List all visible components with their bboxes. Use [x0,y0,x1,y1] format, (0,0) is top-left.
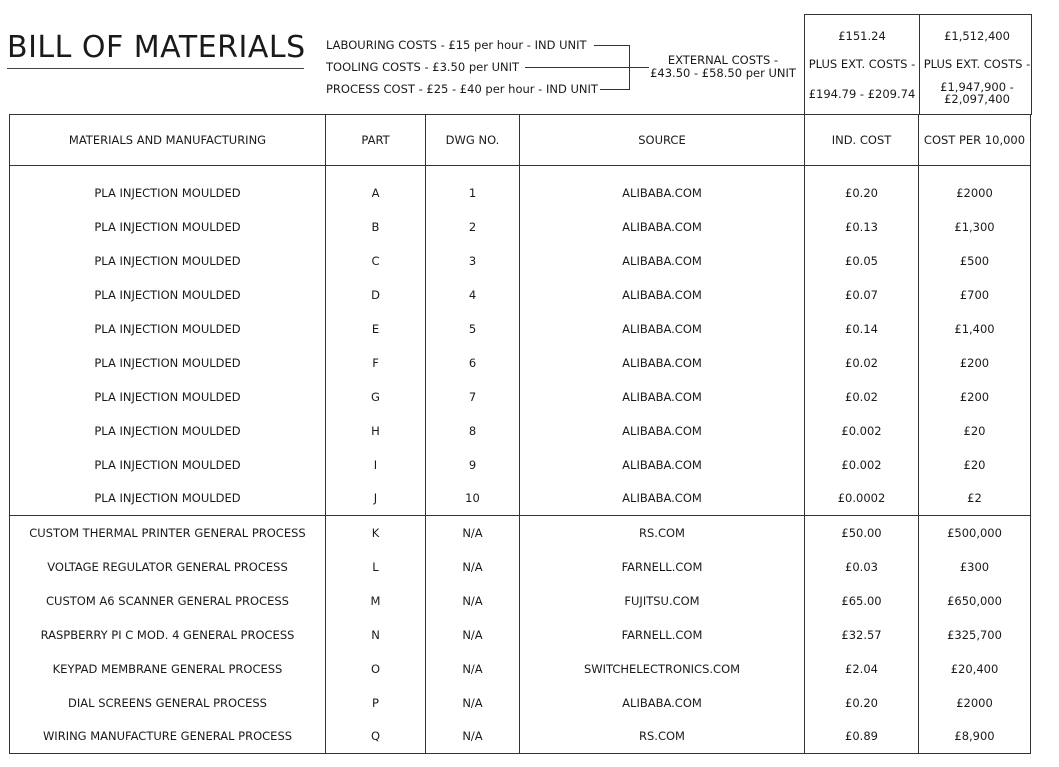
cell-dwg: 7 [426,380,520,414]
col-header-ind-cost: IND. COST [805,115,919,166]
col-header-materials: MATERIALS AND MANUFACTURING [10,115,326,166]
cell-cost-10000: £1,400 [919,312,1031,346]
table-row [10,312,1031,346]
cell-source: ALIBABA.COM [520,312,805,346]
table-row [10,652,1031,686]
cell-part: H [326,414,426,448]
cell-material: PLA INJECTION MOULDED [10,312,326,346]
table-row [10,414,1031,448]
cell-source: ALIBABA.COM [520,686,805,720]
cell-source: ALIBABA.COM [520,448,805,482]
col-header-part: PART [326,115,426,166]
cell-cost-10000: £500,000 [919,516,1031,550]
cell-material: PLA INJECTION MOULDED [10,414,326,448]
total-ind-range: £194.79 - £209.74 [808,87,916,101]
cell-part: L [326,550,426,584]
cell-part: N [326,618,426,652]
cell-ind-cost: £0.07 [805,278,919,312]
cell-source: RS.COM [520,720,805,754]
table-row [10,346,1031,380]
cell-ind-cost: £32.57 [805,618,919,652]
cell-cost-10000: £8,900 [919,720,1031,754]
cell-ind-cost: £0.03 [805,550,919,584]
cell-dwg: N/A [426,516,520,550]
page-title: BILL OF MATERIALS [7,30,306,65]
cell-material: PLA INJECTION MOULDED [10,210,326,244]
cell-cost-10000: £500 [919,244,1031,278]
table-row [10,380,1031,414]
cell-cost-10000: £300 [919,550,1031,584]
table-row [10,686,1031,720]
cell-ind-cost: £0.02 [805,380,919,414]
cell-material: KEYPAD MEMBRANE GENERAL PROCESS [10,652,326,686]
cell-source: RS.COM [520,516,805,550]
bracket-line-process [600,89,629,90]
cell-cost-10000: £20 [919,414,1031,448]
external-costs-line2: £43.50 - £58.50 per UNIT [650,66,796,80]
cell-material: PLA INJECTION MOULDED [10,380,326,414]
table-row [10,448,1031,482]
total-ind-plus-label: PLUS EXT. COSTS - [808,57,916,71]
cell-dwg: N/A [426,550,520,584]
table-row [10,482,1031,516]
cell-dwg: N/A [426,686,520,720]
cell-dwg: 5 [426,312,520,346]
cell-part: G [326,380,426,414]
cell-ind-cost: £0.14 [805,312,919,346]
cell-source: ALIBABA.COM [520,210,805,244]
cell-part: J [326,482,426,516]
table-row [10,244,1031,278]
cell-cost-10000: £200 [919,380,1031,414]
cell-cost-10000: £1,300 [919,210,1031,244]
cell-ind-cost: £0.89 [805,720,919,754]
col-header-cost-10000: COST PER 10,000 [919,115,1031,166]
bracket-line-tooling [525,67,649,68]
cell-ind-cost: £0.002 [805,414,919,448]
cell-part: E [326,312,426,346]
cell-ind-cost: £0.02 [805,346,919,380]
cell-material: PLA INJECTION MOULDED [10,482,326,516]
cell-dwg: N/A [426,584,520,618]
total-10k-range-line2: £2,097,400 [944,92,1010,106]
table-row [10,550,1031,584]
cell-cost-10000: £2000 [919,176,1031,210]
cell-material: PLA INJECTION MOULDED [10,278,326,312]
cell-part: M [326,584,426,618]
title-underline [7,68,304,69]
cell-ind-cost: £65.00 [805,584,919,618]
cell-dwg: N/A [426,720,520,754]
bom-table [9,114,1031,754]
cell-material: DIAL SCREENS GENERAL PROCESS [10,686,326,720]
cell-source: ALIBABA.COM [520,278,805,312]
cell-source: ALIBABA.COM [520,380,805,414]
cell-dwg: 2 [426,210,520,244]
table-row [10,720,1031,754]
cell-ind-cost: £0.20 [805,176,919,210]
cell-source: FARNELL.COM [520,550,805,584]
cell-part: C [326,244,426,278]
cell-material: CUSTOM A6 SCANNER GENERAL PROCESS [10,584,326,618]
cell-part: A [326,176,426,210]
cell-source: ALIBABA.COM [520,482,805,516]
cell-source: FUJITSU.COM [520,584,805,618]
cell-source: ALIBABA.COM [520,414,805,448]
process-cost-note: PROCESS COST - £25 - £40 per hour - IND UNIT [326,82,598,96]
cell-part: Q [326,720,426,754]
total-10k-range-line1: £1,947,900 - [940,80,1014,94]
cell-material: CUSTOM THERMAL PRINTER GENERAL PROCESS [10,516,326,550]
cell-source: FARNELL.COM [520,618,805,652]
external-costs-line1: EXTERNAL COSTS - [667,53,779,67]
col-header-source: SOURCE [520,115,805,166]
cell-source: ALIBABA.COM [520,346,805,380]
cell-dwg: 8 [426,414,520,448]
cell-cost-10000: £200 [919,346,1031,380]
table-row [10,618,1031,652]
cell-material: PLA INJECTION MOULDED [10,176,326,210]
cell-part: K [326,516,426,550]
external-costs-note [648,54,798,80]
cell-part: F [326,346,426,380]
total-10k-base: £1,512,400 [944,29,1010,43]
cell-dwg: 6 [426,346,520,380]
cell-source: SWITCHELECTRONICS.COM [520,652,805,686]
bracket-vertical [629,45,630,90]
cell-ind-cost: £0.05 [805,244,919,278]
cell-material: PLA INJECTION MOULDED [10,448,326,482]
bracket-line-labouring [594,45,629,46]
totals-box [804,14,1032,115]
table-header-row [10,115,1031,166]
cell-dwg: N/A [426,618,520,652]
cell-cost-10000: £20,400 [919,652,1031,686]
cell-cost-10000: £325,700 [919,618,1031,652]
cell-dwg: 10 [426,482,520,516]
cell-dwg: 9 [426,448,520,482]
table-row [10,176,1031,210]
cell-dwg: 1 [426,176,520,210]
total-10k-plus-label: PLUS EXT. COSTS - [923,57,1031,71]
cell-source: ALIBABA.COM [520,176,805,210]
cell-cost-10000: £700 [919,278,1031,312]
cell-dwg: 3 [426,244,520,278]
cell-cost-10000: £2000 [919,686,1031,720]
table-row [10,210,1031,244]
labouring-costs-note: LABOURING COSTS - £15 per hour - IND UNIT [326,38,587,52]
tooling-costs-note: TOOLING COSTS - £3.50 per UNIT [326,60,520,74]
table-row [10,516,1031,550]
cell-part: D [326,278,426,312]
cell-ind-cost: £0.20 [805,686,919,720]
cell-ind-cost: £0.0002 [805,482,919,516]
cell-cost-10000: £20 [919,448,1031,482]
cell-cost-10000: £2 [919,482,1031,516]
cell-ind-cost: £0.13 [805,210,919,244]
cell-part: I [326,448,426,482]
table-row [10,584,1031,618]
cell-material: WIRING MANUFACTURE GENERAL PROCESS [10,720,326,754]
cell-material: VOLTAGE REGULATOR GENERAL PROCESS [10,550,326,584]
cell-material: PLA INJECTION MOULDED [10,244,326,278]
cell-cost-10000: £650,000 [919,584,1031,618]
cell-ind-cost: £50.00 [805,516,919,550]
cell-dwg: N/A [426,652,520,686]
total-ind-base: £151.24 [838,29,886,43]
cell-part: O [326,652,426,686]
cell-part: P [326,686,426,720]
col-header-dwg: DWG NO. [426,115,520,166]
cell-material: RASPBERRY PI C MOD. 4 GENERAL PROCESS [10,618,326,652]
cell-material: PLA INJECTION MOULDED [10,346,326,380]
cell-ind-cost: £0.002 [805,448,919,482]
cell-ind-cost: £2.04 [805,652,919,686]
cell-part: B [326,210,426,244]
cell-source: ALIBABA.COM [520,244,805,278]
cell-dwg: 4 [426,278,520,312]
table-row [10,278,1031,312]
table-spacer [10,166,1031,176]
